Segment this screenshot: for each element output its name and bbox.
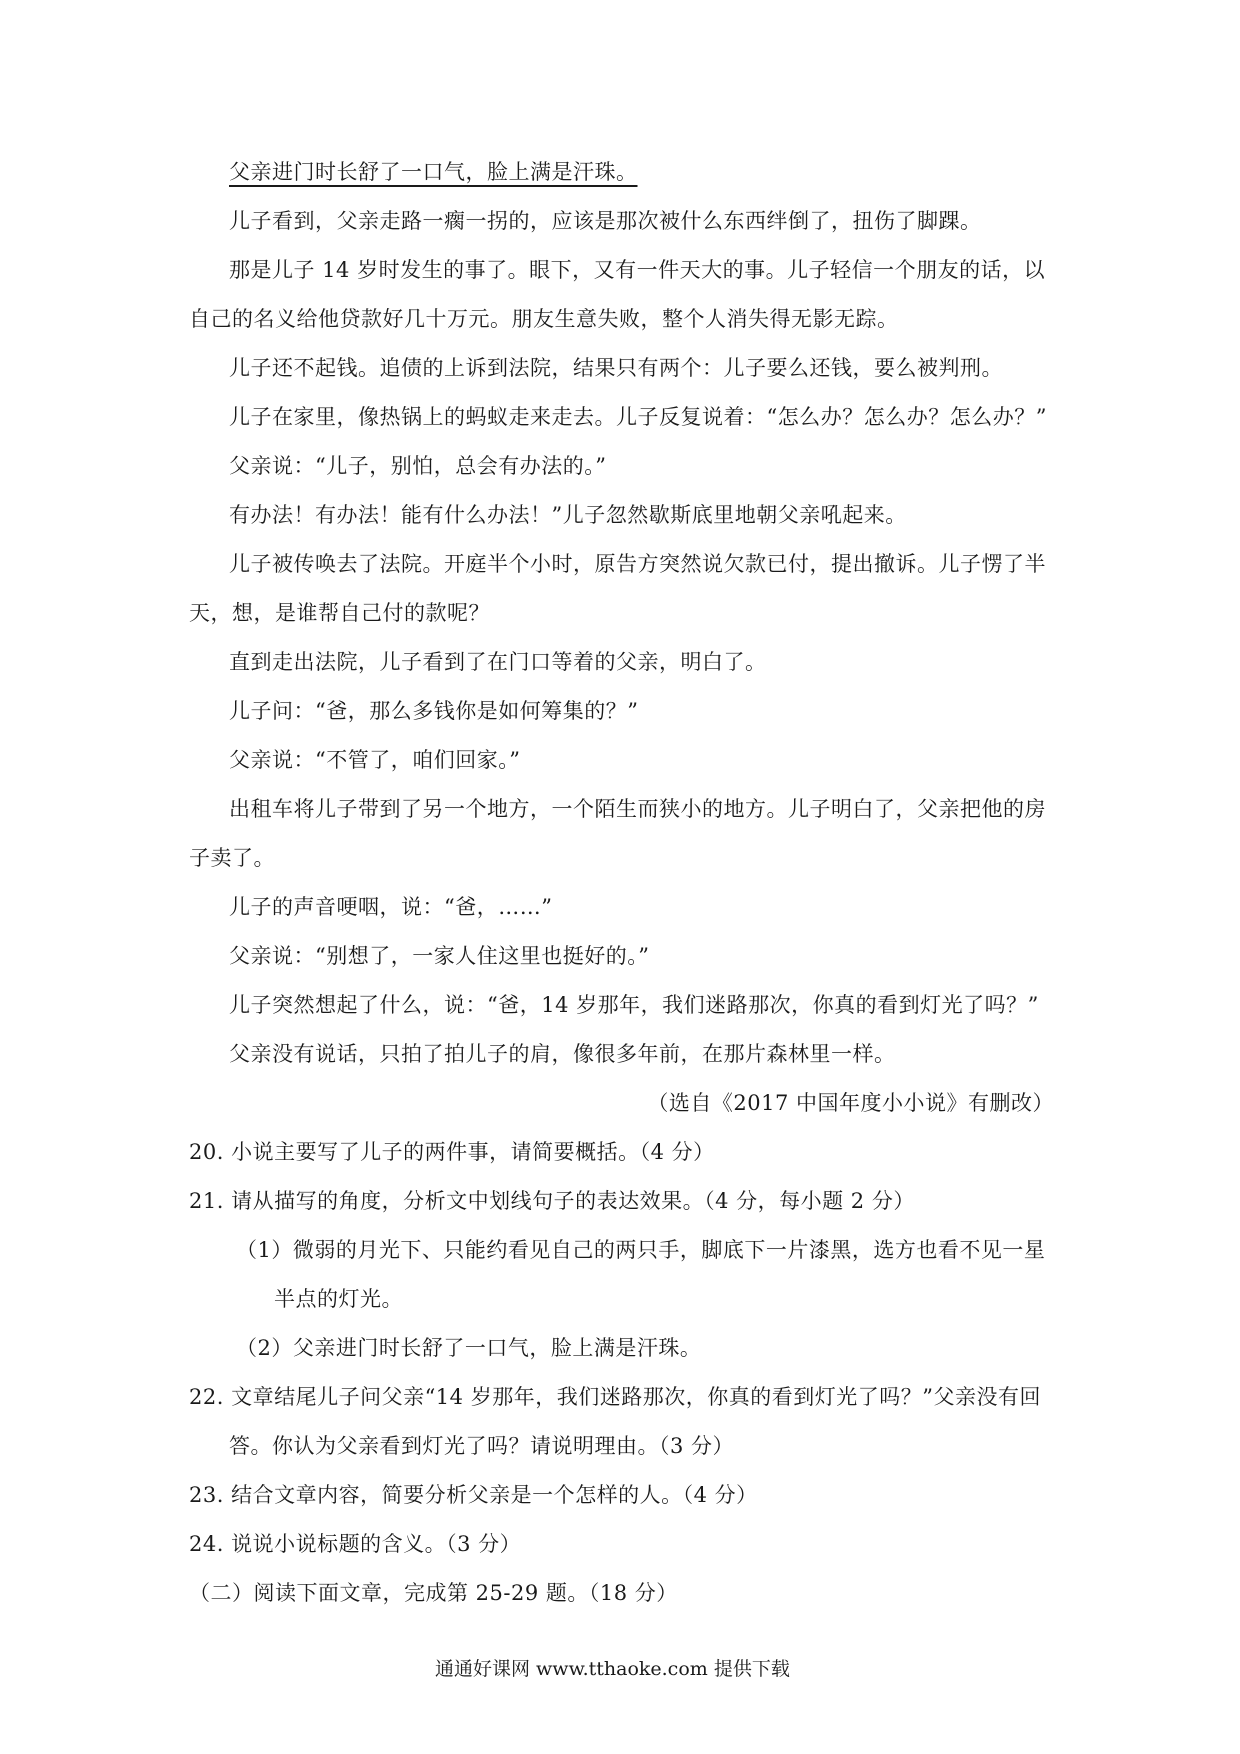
story-paragraph: 直到走出法院，儿子看到了在门口等着的父亲，明白了。 (229, 650, 767, 674)
story-paragraph: 儿子突然想起了什么，说：“爸，14 岁那年，我们迷路那次，你真的看到灯光了吗？” (229, 993, 1039, 1017)
question-23: 23. 结合文章内容，简要分析父亲是一个怎样的人。（4 分） (189, 1483, 758, 1507)
underlined-sentence: 父亲进门时长舒了一口气，脸上满是汗珠。 (229, 160, 638, 184)
question-22: 22. 文章结尾儿子问父亲“14 岁那年，我们迷路那次，你真的看到灯光了吗？”父亲没有回 (189, 1385, 1041, 1409)
story-paragraph-cont: 子卖了。 (189, 846, 275, 870)
question-21: 21. 请从描写的角度，分析文中划线句子的表达效果。（4 分，每小题 2 分） (189, 1189, 915, 1213)
story-paragraph-cont: 自己的名义给他贷款好几十万元。朋友生意失败，整个人消失得无影无踪。 (189, 307, 899, 331)
section-2-heading: （二）阅读下面文章，完成第 25-29 题。（18 分） (189, 1581, 678, 1605)
story-paragraph: 父亲说：“不管了，咱们回家。” (229, 748, 521, 772)
question-21-item-2: （2）父亲进门时长舒了一口气，脸上满是汗珠。 (236, 1336, 702, 1360)
story-paragraph: 父亲说：“别想了，一家人住这里也挺好的。” (229, 944, 650, 968)
story-paragraph: 父亲说：“儿子，别怕，总会有办法的。” (229, 454, 607, 478)
story-paragraph: 父亲没有说话，只拍了拍儿子的肩，像很多年前，在那片森林里一样。 (229, 1042, 896, 1066)
story-paragraph: 出租车将儿子带到了另一个地方，一个陌生而狭小的地方。儿子明白了，父亲把他的房 (229, 797, 1046, 821)
story-paragraph: 儿子在家里，像热锅上的蚂蚁走来走去。儿子反复说着：“怎么办？怎么办？怎么办？” (229, 405, 1047, 429)
question-21-item-1-cont: 半点的灯光。 (274, 1287, 403, 1311)
story-paragraph: 儿子还不起钱。追债的上诉到法院，结果只有两个：儿子要么还钱，要么被判刑。 (229, 356, 1003, 380)
question-21-item-1: （1）微弱的月光下、只能约看见自己的两只手，脚底下一片漆黑，选方也看不见一星 (236, 1238, 1046, 1262)
source-citation: （选自《2017 中国年度小小说》有删改） (647, 1091, 1054, 1115)
story-paragraph: 有办法！有办法！能有什么办法！”儿子忽然歇斯底里地朝父亲吼起来。 (229, 503, 907, 527)
question-20: 20. 小说主要写了儿子的两件事，请简要概括。（4 分） (189, 1140, 715, 1164)
story-paragraph-cont: 天，想，是谁帮自己付的款呢？ (189, 601, 490, 625)
story-paragraph: 儿子被传唤去了法院。开庭半个小时，原告方突然说欠款已付，提出撤诉。儿子愣了半 (229, 552, 1046, 576)
story-paragraph: 儿子问：“爸，那么多钱你是如何筹集的？” (229, 699, 639, 723)
footer-watermark: 通通好课网 www.tthaoke.com 提供下载 (435, 1658, 790, 1680)
question-24: 24. 说说小说标题的含义。（3 分） (189, 1532, 522, 1556)
story-paragraph: 儿子的声音哽咽，说：“爸，……” (229, 895, 553, 919)
question-22-cont: 答。你认为父亲看到灯光了吗？请说明理由。（3 分） (229, 1434, 735, 1458)
story-paragraph: 儿子看到，父亲走路一瘸一拐的，应该是那次被什么东西绊倒了，扭伤了脚踝。 (229, 209, 982, 233)
story-paragraph: 那是儿子 14 岁时发生的事了。眼下，又有一件天大的事。儿子轻信一个朋友的话，以 (229, 258, 1046, 282)
